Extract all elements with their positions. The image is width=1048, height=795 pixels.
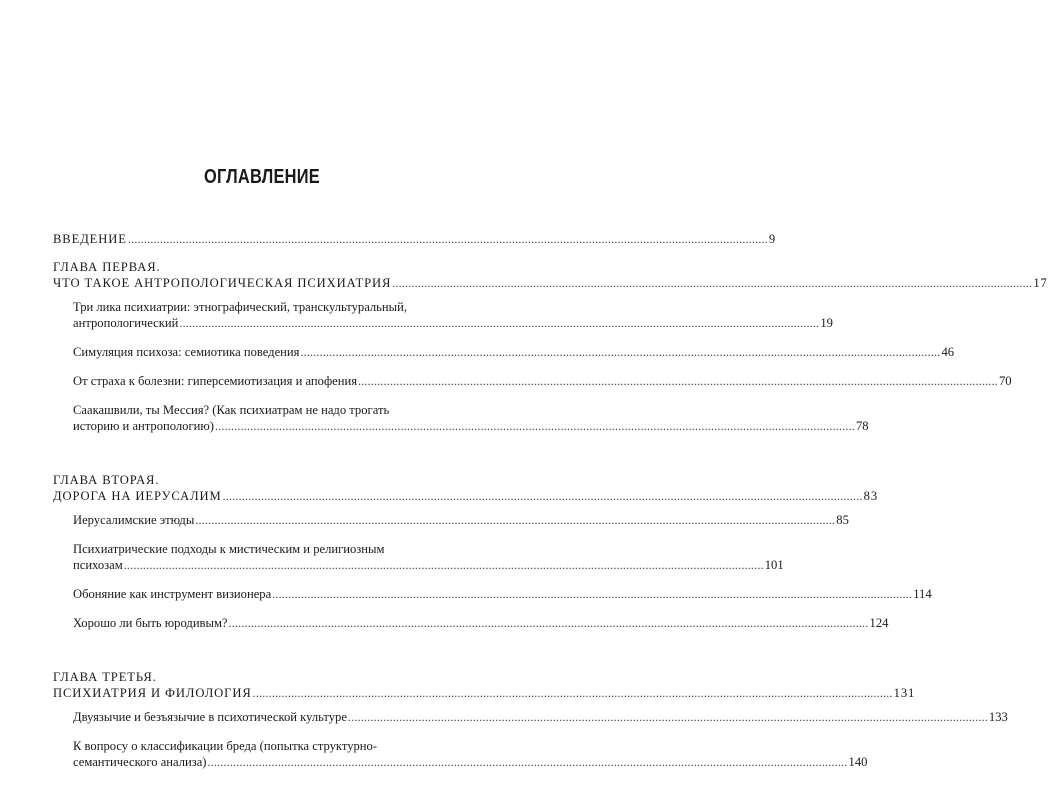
dot-leader: ........................................................................................................................................................................................................ <box>300 345 941 359</box>
chapter-heading-line2 <box>53 488 879 504</box>
toc-section[interactable] <box>73 299 833 331</box>
section-title: Симуляция психоза: семиотика поведения <box>73 345 300 359</box>
toc-section[interactable] <box>73 586 932 602</box>
toc-page-number: 133 <box>988 710 1008 724</box>
toc-page-number: 70 <box>999 374 1012 388</box>
chapter-heading-line2 <box>53 685 916 701</box>
chapter-heading-line2 <box>53 275 1048 291</box>
chapter-title: ДОРОГА НА ИЕРУСАЛИМ <box>53 489 222 503</box>
toc-section[interactable] <box>73 402 869 434</box>
toc-section[interactable] <box>73 373 1012 389</box>
toc-chapter-2[interactable] <box>53 472 879 504</box>
toc-chapter-1[interactable] <box>53 259 1048 291</box>
toc-entry-title: ВВЕДЕНИЕ <box>53 232 127 246</box>
section-title-line1: Психиатрические подходы к мистическим и религиозным <box>73 542 385 556</box>
section-title-line2: психозам <box>73 558 123 572</box>
dot-leader: ........................................................................................................................................................................................................ <box>252 686 893 700</box>
section-title-line1: Саакашвили, ты Мессия? (Как психиатрам не надо трогать <box>73 403 390 417</box>
chapter-heading-line1: ГЛАВА ПЕРВАЯ. <box>53 260 161 274</box>
table-of-contents <box>53 231 1048 770</box>
toc-page-number: 78 <box>856 419 869 433</box>
chapter-heading-line1: ГЛАВА ВТОРАЯ. <box>53 473 160 487</box>
chapter-heading-line1: ГЛАВА ТРЕТЬЯ. <box>53 670 157 684</box>
dot-leader: ........................................................................................................................................................................................................ <box>123 558 764 572</box>
page-title: ОГЛАВЛЕНИЕ <box>204 166 320 188</box>
toc-section[interactable] <box>73 512 849 528</box>
toc-section[interactable] <box>73 615 889 631</box>
toc-section[interactable] <box>73 738 868 770</box>
dot-leader: ........................................................................................................................................................................................................ <box>347 710 988 724</box>
section-title: Хорошо ли быть юродивым? <box>73 616 228 630</box>
chapter-title: ЧТО ТАКОЕ АНТРОПОЛОГИЧЕСКАЯ ПСИХИАТРИЯ <box>53 276 392 290</box>
toc-section[interactable] <box>73 344 955 360</box>
toc-page-number: 85 <box>836 513 849 527</box>
toc-page-number: 124 <box>869 616 889 630</box>
section-title-line1: Три лика психиатрии: этнографический, транскультуральный, <box>73 300 408 314</box>
dot-leader: ........................................................................................................................................................................................................ <box>228 616 869 630</box>
dot-leader: ........................................................................................................................................................................................................ <box>207 755 848 769</box>
toc-entry-intro[interactable] <box>53 231 777 247</box>
section-title-line2: историю и антропологию) <box>73 419 214 433</box>
toc-page-number: 131 <box>893 686 916 700</box>
section-title-line1: К вопросу о классификации бреда (попытка структурно- <box>73 739 378 753</box>
toc-section[interactable] <box>73 709 1008 725</box>
section-title: Обоняние как инструмент визионера <box>73 587 272 601</box>
dot-leader: ........................................................................................................................................................................................................ <box>179 316 820 330</box>
dot-leader: ........................................................................................................................................................................................................ <box>127 232 768 246</box>
toc-page-number: 19 <box>820 316 833 330</box>
dot-leader: ........................................................................................................................................................................................................ <box>392 276 1033 290</box>
toc-page-number: 9 <box>768 232 777 246</box>
toc-section[interactable] <box>73 541 784 573</box>
toc-page-number: 140 <box>848 755 868 769</box>
toc-page-number: 83 <box>863 489 879 503</box>
section-title: Двуязычие и безъязычие в психотической культуре <box>73 710 347 724</box>
section-title-line2: семантического анализа) <box>73 755 207 769</box>
dot-leader: ........................................................................................................................................................................................................ <box>222 489 863 503</box>
dot-leader: ........................................................................................................................................................................................................ <box>215 419 855 433</box>
section-title: От страха к болезни: гиперсемиотизация и апофения <box>73 374 357 388</box>
dot-leader: ........................................................................................................................................................................................................ <box>358 374 998 388</box>
dot-leader: ........................................................................................................................................................................................................ <box>195 513 836 527</box>
toc-page-number: 101 <box>764 558 784 572</box>
toc-page-number: 46 <box>941 345 955 359</box>
chapter-title: ПСИХИАТРИЯ И ФИЛОЛОГИЯ <box>53 686 252 700</box>
toc-page-number: 17 <box>1033 276 1048 290</box>
toc-page-number: 114 <box>913 587 932 601</box>
section-title: Иерусалимские этюды <box>73 513 195 527</box>
toc-chapter-3[interactable] <box>53 669 916 701</box>
section-title-line2: антропологический <box>73 316 179 330</box>
dot-leader: ........................................................................................................................................................................................................ <box>272 587 913 601</box>
